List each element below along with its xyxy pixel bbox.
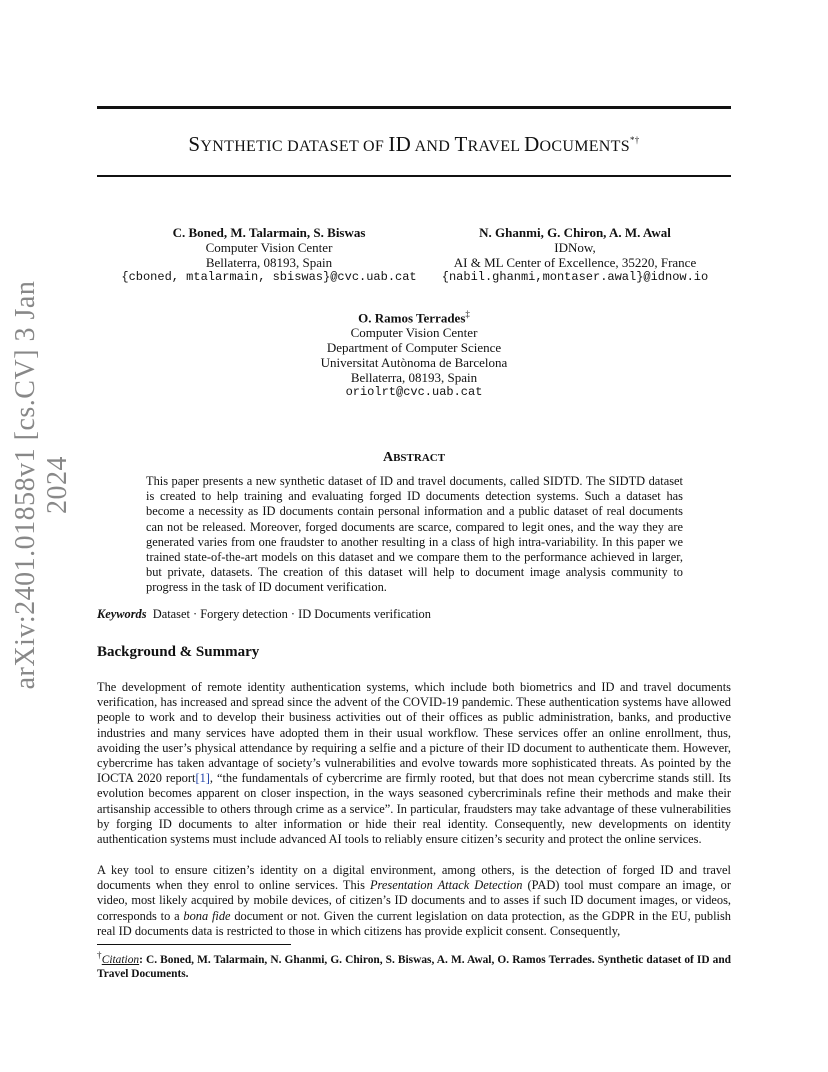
author-affiliation: IDNow, xyxy=(554,240,596,255)
paper-title: SYNTHETIC DATASET OF ID AND TRAVEL DOCUMENTS*† xyxy=(188,132,640,156)
footnote-citation-label: Citation xyxy=(101,953,140,966)
author-affiliation: Computer Vision Center xyxy=(350,325,478,341)
author-email-left: {cboned, mtalarmain, sbiswas}@cvc.uab.cat xyxy=(121,270,417,284)
section-heading: Background & Summary xyxy=(97,644,260,660)
title-top-rule xyxy=(97,106,731,109)
author-block-right xyxy=(432,225,718,285)
title-bottom-rule xyxy=(97,175,731,177)
author-university: Universitat Autònoma de Barcelona xyxy=(320,355,508,371)
keywords-line xyxy=(97,607,431,622)
author-names-left: C. Boned, M. Talarmain, S. Biswas xyxy=(172,225,366,240)
abstract-heading: ABSTRACT xyxy=(382,450,446,465)
title-footnote-marks: *† xyxy=(629,135,640,145)
citation-link[interactable]: [1] xyxy=(195,771,210,786)
author-affiliation: Computer Vision Center xyxy=(205,240,333,255)
abstract-text: This paper presents a new synthetic dataset of ID and travel documents, called SIDTD. The SIDTD dataset is created to help training and evaluating forged ID documents detection systems. Such a dataset has become a necessity as ID documents contain personal information and a public dataset of real documents can not be released. Moreover, forged documents are scarce, compared to legit ones, and the way they are generated varies from one fraudster to another resulting in a class of high intra-variability. In this paper we trained state-of-the-art models on this dataset and we compare them to the performance achieved in larger, but private, datasets. The creation of this dataset will help to document image analysis community to progress in the task of ID document verification. xyxy=(146,474,683,595)
author-names-right: N. Ghanmi, G. Chiron, A. M. Awal xyxy=(479,225,671,240)
keywords-label: Keywords xyxy=(97,607,147,621)
author-address: Bellaterra, 08193, Spain xyxy=(350,370,478,386)
keywords-values: Dataset · Forgery detection · ID Documents verification xyxy=(152,607,431,621)
author-block-third xyxy=(264,307,564,400)
arxiv-sidebar-id: arXiv:2401.01858v1 [cs.CV] 3 Jan 2024 xyxy=(10,280,73,690)
author-email-third: oriolrt@cvc.uab.cat xyxy=(345,385,483,400)
author-department: Department of Computer Science xyxy=(326,340,502,356)
author-block-left xyxy=(112,225,426,285)
body-paragraph-1: The development of remote identity authentication systems, which include both biometrics and ID and travel documents verification, has increased and spread since the advent of the COVID-19 pandemic. These authentication systems have allowed people to work and to develop their business activities out of their offices as public administration, banks, and productive industries and many services have adopted them in their usual workflow. These services offer an online enrollment, thus, avoiding the user’s physical attendance by requiring a selfie and a picture of their ID document to authenticate them. However, cybercrime has taken advantage of society’s vulnerabilities and evolve towards more sophisticated threats. As pointed by the IOCTA 2020 report[1], “the fundamentals of cybercrime are firmly rooted, but that does not mean cybercrime stands still. Its evolution becomes apparent on closer inspection, in the ways seasoned cybercriminals refine their methods and make their artisanship accessible to others through crime as a service”. In particular, fraudsters may take advantage of these vulnerabilities by forging ID documents to alter information or hide their real identity. Consequently, new developments on identity authentication systems must include advanced AI tools to reliably ensure citizen’s security and protect the online services. xyxy=(97,680,731,847)
author-address: Bellaterra, 08193, Spain xyxy=(205,255,333,270)
body-paragraph-2: A key tool to ensure citizen’s identity on a digital environment, among others, is the detection of forged ID and travel documents when they enrol to online services. This Presentation Attack Detection (PAD) tool must compare an image, or video, most likely acquired by mobile devices, of citizen’s ID documents and to asses if such ID document images, or videos, corresponds to a bona fide document or not. Given the current legislation on data protection, as the GDPR in the EU, publish real ID documents data is restricted to those in which citizens has provide explicit consent. Consequently, xyxy=(97,863,731,938)
author-address: AI & ML Center of Excellence, 35220, France xyxy=(453,255,697,270)
footnote-rule xyxy=(97,944,291,945)
author-email-right: {nabil.ghanmi,montaser.awal}@idnow.io xyxy=(441,270,709,284)
author-name-third: O. Ramos Terrades‡ xyxy=(358,309,470,326)
footnote: †Citation: C. Boned, M. Talarmain, N. Ghanmi, G. Chiron, S. Biswas, A. M. Awal, O. Ramos Terrades. Synthetic dataset of ID and Travel Documents. xyxy=(97,950,732,980)
